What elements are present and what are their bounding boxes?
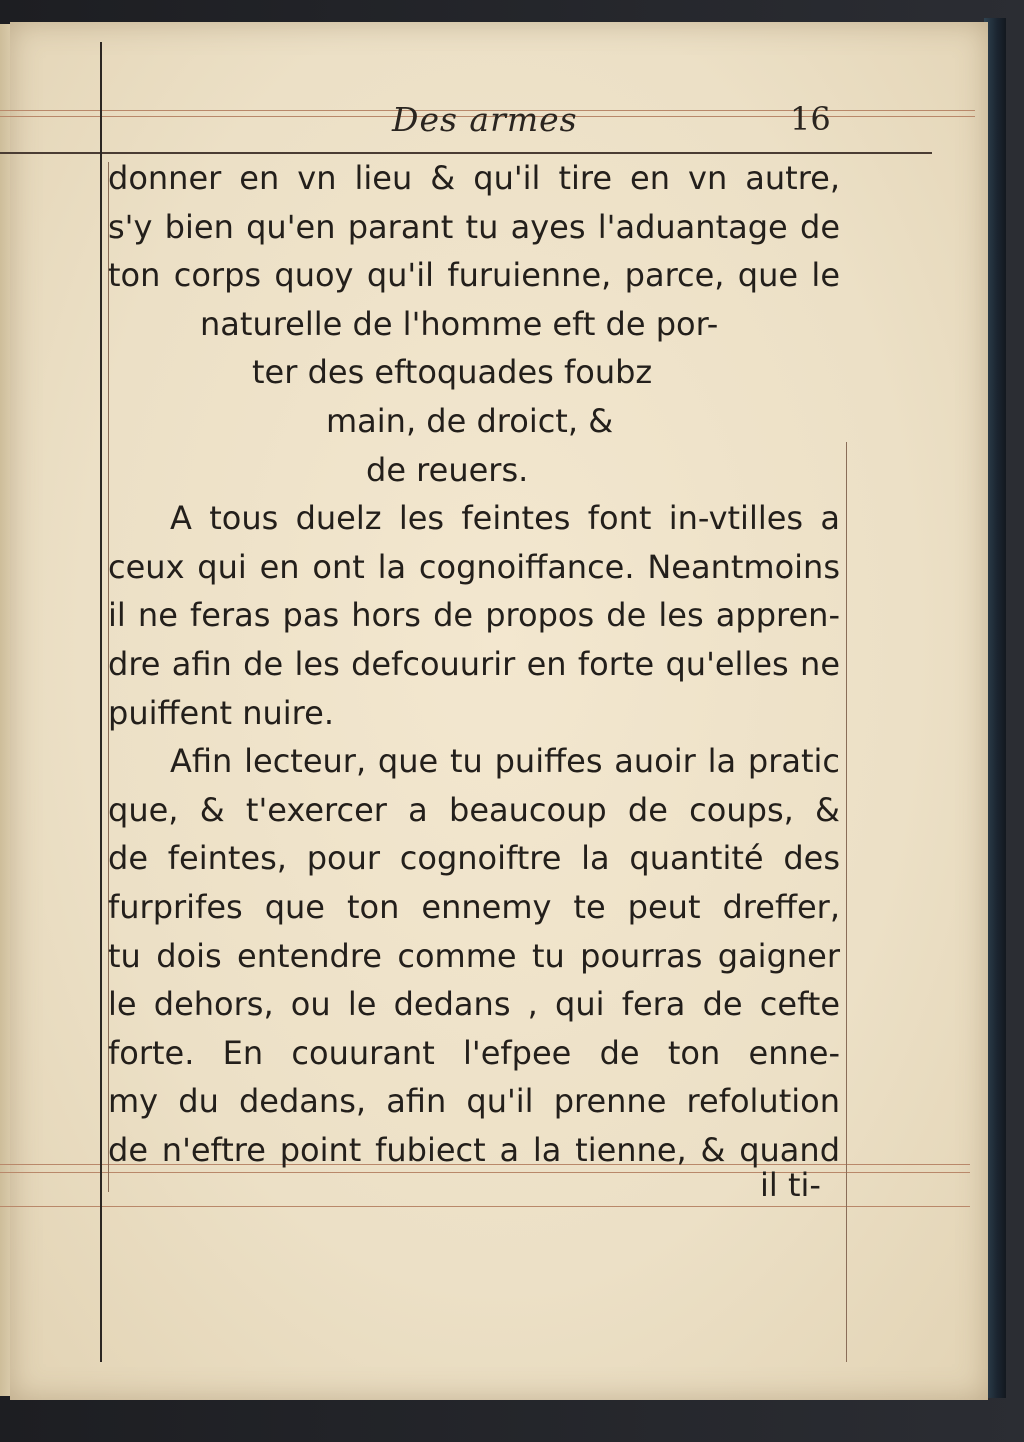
- rule-line-right: [846, 442, 847, 1362]
- text-line: puiffent nuire.: [108, 693, 334, 732]
- page-number: 16: [790, 100, 831, 138]
- text-line: ceux qui en ont la cognoiffance. Neantmoins: [108, 547, 840, 586]
- text-line: ton corps quoy qu'il furuienne, parce, que le: [108, 256, 840, 295]
- text-line: il ne feras pas hors de propos de les appren-: [108, 596, 840, 635]
- rule-line-left: [100, 42, 102, 1362]
- text-line: donner en vn lieu & qu'il tire en vn autre,: [108, 159, 840, 197]
- text-line: le dehors, ou le dedans , qui fera de cefte: [108, 985, 840, 1024]
- text-line: my du dedans, afin qu'il prenne refolution: [108, 1082, 840, 1121]
- text-line: ter des eftoquades foubz: [252, 353, 653, 392]
- text-line: tu dois entendre comme tu pourras gaigner: [108, 936, 840, 975]
- paragraph-start-line: A tous duelz les feintes font in-vtilles a: [170, 499, 840, 538]
- text-line: s'y bien qu'en parant tu ayes l'aduantage de: [108, 207, 840, 246]
- catchword: il ti-: [760, 1166, 821, 1204]
- text-line: de n'eftre point fubiect a la tienne, & quand: [108, 1130, 840, 1169]
- body-text: [108, 154, 840, 1174]
- text-line: main, de droict, &: [326, 401, 614, 440]
- rule-line-bottom-3: [0, 1206, 970, 1207]
- text-line: que, & t'exercer a beaucoup de coups, &: [108, 790, 840, 829]
- text-line: furprifes que ton ennemy te peut dreffer,: [108, 887, 840, 926]
- paragraph-start-line: Afin lecteur, que tu puiffes auoir la pratic: [170, 742, 840, 781]
- text-line: forte. En couurant l'efpee de ton enne-: [108, 1033, 840, 1072]
- text-line: de reuers.: [366, 450, 529, 489]
- text-line: de feintes, pour cognoiftre la quantité des: [108, 839, 840, 878]
- text-line: dre afin de les defcouurir en forte qu'elles ne: [108, 644, 840, 683]
- running-head: Des armes: [392, 100, 578, 139]
- text-line: naturelle de l'homme eft de por-: [200, 304, 719, 343]
